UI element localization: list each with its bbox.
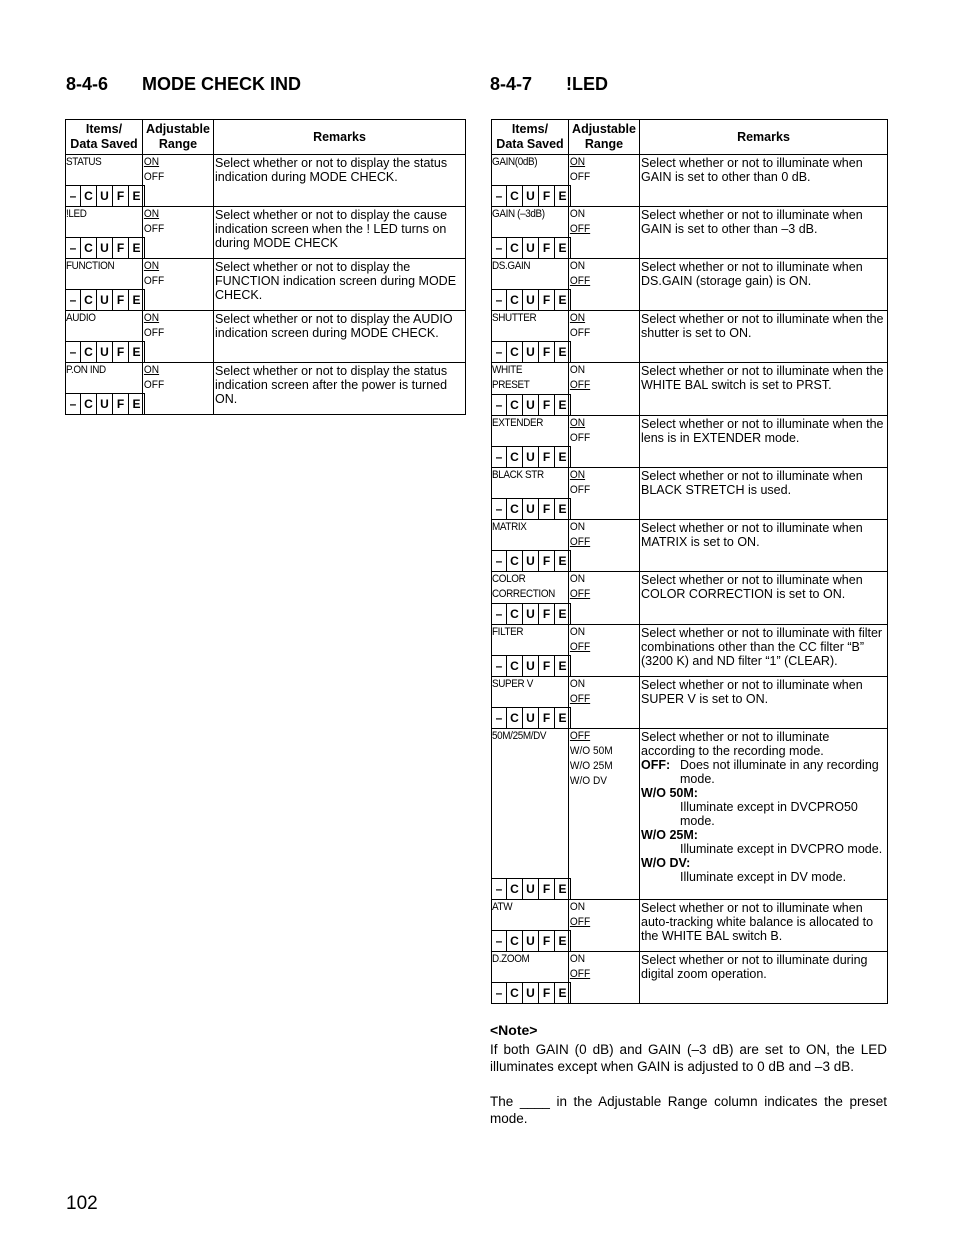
remarks-text: Select whether or not to illuminate when GAIN is set to other than 0 dB. — [641, 156, 863, 184]
remarks-cell — [214, 207, 466, 259]
detail-label: W/O DV: — [641, 856, 691, 870]
flag-cell: E — [129, 342, 145, 362]
item-name: GAIN(0dB) — [492, 156, 538, 168]
item-cell — [492, 729, 569, 900]
range-option-preset: OFF — [569, 641, 591, 653]
remarks-text: Select whether or not to display the FUNCTION indication screen during MODE CHECK. — [215, 260, 457, 302]
item-name: SUPER V — [492, 678, 533, 690]
flag-cell: U — [523, 983, 539, 1003]
data-saved-flags — [492, 982, 571, 1003]
table-row — [492, 468, 888, 520]
range-option: OFF — [143, 327, 165, 339]
item-cell — [66, 155, 143, 207]
item-cell — [492, 952, 569, 1004]
section-number: 8-4-7 — [490, 74, 533, 94]
range-option-preset: ON — [569, 312, 586, 324]
data-saved-flags — [492, 185, 571, 206]
flag-cell: C — [507, 931, 523, 951]
remarks-text: Select whether or not to illuminate when the shutter is set to ON. — [641, 312, 884, 340]
section-number: 8-4-6 — [66, 74, 109, 94]
flag-cell: U — [523, 238, 539, 258]
flag-cell: E — [555, 931, 571, 951]
remarks-text: Select whether or not to display the status indication during MODE CHECK. — [215, 156, 448, 184]
flag-cell: E — [555, 656, 571, 676]
flag-cell: F — [539, 879, 555, 899]
flag-cell: – — [66, 238, 81, 258]
flag-cell: F — [113, 238, 129, 258]
flag-cell: C — [507, 395, 523, 415]
flag-cell: – — [492, 447, 507, 467]
range-option-preset: OFF — [569, 588, 591, 600]
flag-cell: – — [492, 342, 507, 362]
data-saved-flags — [492, 498, 571, 519]
item-name: 50M/25M/DV — [492, 730, 547, 742]
range-option: ON — [569, 573, 586, 585]
mode-check-ind-table — [65, 119, 466, 415]
flag-cell: C — [81, 290, 97, 310]
note-preset-paragraph: The ____ in the Adjustable Range column indicates the preset mode. — [490, 1094, 887, 1126]
range-cell — [569, 363, 640, 416]
item-cell — [492, 572, 569, 625]
range-option: OFF — [569, 171, 591, 183]
flag-cell: – — [492, 395, 507, 415]
remarks-cell — [640, 900, 888, 952]
remarks-text: Select whether or not to display the AUDIO indication screen during MODE CHECK. — [215, 312, 453, 340]
flag-cell: E — [129, 394, 145, 414]
flag-cell: U — [97, 290, 113, 310]
range-option-preset: OFF — [569, 916, 591, 928]
flag-cell: C — [507, 238, 523, 258]
range-cell — [569, 572, 640, 625]
remarks-cell — [214, 155, 466, 207]
data-saved-flags — [492, 707, 571, 728]
table-row — [492, 207, 888, 259]
flag-cell: – — [66, 186, 81, 206]
flag-cell: F — [539, 499, 555, 519]
range-cell — [569, 259, 640, 311]
range-option: OFF — [569, 327, 591, 339]
flag-cell: – — [492, 931, 507, 951]
flag-cell: C — [81, 186, 97, 206]
flag-cell: F — [539, 238, 555, 258]
flag-cell: F — [539, 604, 555, 624]
remarks-cell — [640, 416, 888, 468]
detail-text: Illuminate except in DV mode. — [680, 870, 847, 884]
flag-cell: C — [507, 342, 523, 362]
item-name: D.ZOOM — [492, 953, 530, 965]
remarks-text: Select whether or not to illuminate when MATRIX is set to ON. — [641, 521, 863, 549]
item-cell — [492, 311, 569, 363]
item-name: FILTER — [492, 626, 524, 638]
remarks-cell — [640, 259, 888, 311]
flag-cell: – — [66, 394, 81, 414]
range-cell — [143, 259, 214, 311]
flag-cell: E — [555, 186, 571, 206]
flag-cell: E — [555, 499, 571, 519]
table-row — [492, 572, 888, 625]
flag-cell: – — [492, 656, 507, 676]
range-cell — [143, 207, 214, 259]
remarks-text: Select whether or not to display the cause indication screen when the ! LED turns on during MODE CHECK — [215, 208, 448, 250]
remarks-cell — [640, 520, 888, 572]
flag-cell: F — [539, 395, 555, 415]
item-cell — [492, 677, 569, 729]
item-cell — [492, 416, 569, 468]
section-heading-mode-check-ind — [66, 74, 301, 95]
item-cell — [492, 520, 569, 572]
flag-cell: U — [97, 394, 113, 414]
item-name: !LED — [66, 208, 87, 220]
flag-cell: – — [492, 186, 507, 206]
header-items: Items/ Data Saved — [492, 120, 569, 155]
range-option: ON — [569, 364, 586, 376]
data-saved-flags — [66, 237, 145, 258]
range-option-preset: ON — [143, 312, 160, 324]
flag-cell: F — [113, 394, 129, 414]
flag-cell: – — [492, 604, 507, 624]
item-name: GAIN (–3dB) — [492, 208, 545, 220]
flag-cell: E — [555, 447, 571, 467]
flag-cell: E — [129, 238, 145, 258]
range-cell — [569, 155, 640, 207]
range-cell — [569, 416, 640, 468]
range-option-preset: OFF — [569, 693, 591, 705]
flag-cell: U — [97, 186, 113, 206]
range-option: OFF — [143, 223, 165, 235]
flag-cell: – — [492, 290, 507, 310]
flag-cell: – — [492, 879, 507, 899]
flag-cell: C — [507, 186, 523, 206]
flag-cell: – — [492, 708, 507, 728]
item-cell — [66, 207, 143, 259]
range-option: OFF — [569, 484, 591, 496]
range-option: OFF — [143, 171, 165, 183]
item-name: STATUS — [66, 156, 102, 168]
flag-cell: E — [555, 604, 571, 624]
data-saved-flags — [66, 393, 145, 414]
range-option: ON — [569, 260, 586, 272]
item-name: ATW — [492, 901, 513, 913]
data-saved-flags — [492, 930, 571, 951]
table-row — [492, 363, 888, 416]
detail-text: Does not illuminate in any recording mode. — [680, 758, 879, 786]
range-option-preset: OFF — [569, 536, 591, 548]
range-option-preset: OFF — [569, 968, 591, 980]
item-cell — [66, 259, 143, 311]
detail-label: W/O 50M: — [641, 786, 698, 800]
table-row — [492, 259, 888, 311]
flag-cell: C — [507, 604, 523, 624]
header-range: Adjustable Range — [143, 120, 214, 155]
item-name: FUNCTION — [66, 260, 115, 272]
flag-cell: U — [523, 551, 539, 571]
flag-cell: C — [507, 551, 523, 571]
flag-cell: U — [523, 656, 539, 676]
flag-cell: E — [555, 879, 571, 899]
range-cell — [569, 311, 640, 363]
data-saved-flags — [66, 185, 145, 206]
flag-cell: U — [97, 342, 113, 362]
remarks-text: Select whether or not to illuminate when auto-tracking white balance is allocated to the WHITE BAL switch B. — [641, 901, 874, 943]
detail-label: W/O 25M: — [641, 828, 698, 842]
range-option: ON — [569, 626, 586, 638]
range-option: ON — [569, 208, 586, 220]
table-row — [66, 207, 466, 259]
range-cell — [143, 311, 214, 363]
remarks-text: Select whether or not to illuminate when the lens is in EXTENDER mode. — [641, 417, 884, 445]
flag-cell: – — [492, 499, 507, 519]
flag-cell: C — [507, 656, 523, 676]
remarks-cell — [214, 311, 466, 363]
remarks-text: Select whether or not to illuminate during digital zoom operation. — [641, 953, 868, 981]
flag-cell: E — [129, 290, 145, 310]
remarks-text: Select whether or not to illuminate when DS.GAIN (storage gain) is ON. — [641, 260, 863, 288]
item-cell — [492, 207, 569, 259]
range-option-preset: ON — [569, 156, 586, 168]
item-cell — [66, 311, 143, 363]
flag-cell: U — [523, 447, 539, 467]
page-number: 102 — [66, 1193, 98, 1214]
range-option-preset: ON — [143, 208, 160, 220]
flag-cell: C — [507, 879, 523, 899]
item-name: DS.GAIN — [492, 260, 531, 272]
detail-label: OFF: — [641, 758, 671, 772]
flag-cell: F — [539, 447, 555, 467]
flag-cell: C — [507, 983, 523, 1003]
remarks-text: Select whether or not to illuminate when COLOR CORRECTION is set to ON. — [641, 573, 863, 601]
flag-cell: E — [555, 290, 571, 310]
flag-cell: U — [523, 290, 539, 310]
range-option: OFF — [143, 379, 165, 391]
flag-cell: – — [66, 342, 81, 362]
table-row — [492, 155, 888, 207]
range-cell — [569, 952, 640, 1004]
range-option: OFF — [143, 275, 165, 287]
range-cell — [143, 363, 214, 415]
data-saved-flags — [492, 878, 571, 899]
flag-cell: F — [539, 290, 555, 310]
range-option: ON — [569, 521, 586, 533]
flag-cell: U — [523, 931, 539, 951]
flag-cell: C — [507, 499, 523, 519]
item-cell — [66, 363, 143, 415]
detail-text: Illuminate except in DVCPRO mode. — [680, 842, 883, 856]
flag-cell: U — [97, 238, 113, 258]
range-cell — [569, 207, 640, 259]
remarks-cell — [640, 207, 888, 259]
remarks-cell — [640, 625, 888, 677]
table-row — [66, 259, 466, 311]
item-name: EXTENDER — [492, 417, 544, 429]
flag-cell: E — [555, 708, 571, 728]
remarks-cell — [640, 572, 888, 625]
flag-cell: F — [113, 186, 129, 206]
flag-cell: F — [539, 656, 555, 676]
item-cell — [492, 155, 569, 207]
note-paragraph: If both GAIN (0 dB) and GAIN (–3 dB) are set to ON, the LED illuminates except when GAIN is adjusted to 0 dB and –3 dB. — [490, 1042, 887, 1074]
range-cell — [569, 677, 640, 729]
flag-cell: U — [523, 395, 539, 415]
remarks-cell — [640, 155, 888, 207]
range-cell — [569, 729, 640, 900]
table-row — [492, 677, 888, 729]
table-row — [492, 520, 888, 572]
table-row — [66, 155, 466, 207]
flag-cell: F — [539, 983, 555, 1003]
flag-cell: U — [523, 342, 539, 362]
detail-text: Illuminate except in DVCPRO50 mode. — [680, 800, 858, 828]
range-option-preset: OFF — [569, 379, 591, 391]
remarks-text: Select whether or not to illuminate when the WHITE BAL switch is set to PRST. — [641, 364, 884, 392]
item-cell — [492, 900, 569, 952]
flag-cell: U — [523, 604, 539, 624]
flag-cell: E — [555, 238, 571, 258]
table-row — [492, 900, 888, 952]
data-saved-flags — [492, 550, 571, 571]
remarks-cell — [640, 311, 888, 363]
flag-cell: – — [492, 983, 507, 1003]
remarks-text: Select whether or not to illuminate when GAIN is set to other than –3 dB. — [641, 208, 863, 236]
data-saved-flags — [492, 446, 571, 467]
flag-cell: F — [539, 551, 555, 571]
item-name: SHUTTER — [492, 312, 537, 324]
flag-cell: U — [523, 879, 539, 899]
flag-cell: – — [492, 238, 507, 258]
table-row — [492, 952, 888, 1004]
remarks-text: Select whether or not to illuminate with filter combinations other than the CC filter “B” (3200 K) and ND filter “1” (CLEAR). — [641, 626, 883, 668]
remarks-cell — [214, 363, 466, 415]
data-saved-flags — [492, 603, 571, 624]
item-name: P.ON IND — [66, 364, 106, 376]
table-row — [66, 363, 466, 415]
range-option-preset: ON — [143, 260, 160, 272]
flag-cell: U — [523, 708, 539, 728]
remarks-text: Select whether or not to illuminate when BLACK STRETCH is used. — [641, 469, 863, 497]
flag-cell: U — [523, 186, 539, 206]
remarks-cell — [640, 468, 888, 520]
range-option: W/O 50M — [569, 745, 613, 757]
flag-cell: F — [539, 186, 555, 206]
item-cell — [492, 625, 569, 677]
flag-cell: F — [539, 708, 555, 728]
flag-cell: F — [539, 342, 555, 362]
flag-cell: F — [113, 342, 129, 362]
flag-cell: C — [81, 394, 97, 414]
flag-cell: U — [523, 499, 539, 519]
data-saved-flags — [492, 341, 571, 362]
remarks-cell — [640, 729, 888, 900]
item-name: COLOR CORRECTION — [492, 573, 555, 600]
section-title: !LED — [566, 74, 608, 94]
data-saved-flags — [492, 655, 571, 676]
range-option: ON — [569, 678, 586, 690]
data-saved-flags — [492, 289, 571, 310]
table-row — [492, 416, 888, 468]
data-saved-flags — [492, 237, 571, 258]
range-option-preset: OFF — [569, 730, 591, 742]
item-cell — [492, 259, 569, 311]
flag-cell: C — [507, 708, 523, 728]
header-items: Items/ Data Saved — [66, 120, 143, 155]
header-remarks: Remarks — [214, 120, 466, 155]
range-option-preset: ON — [569, 469, 586, 481]
item-name: AUDIO — [66, 312, 96, 324]
flag-cell: E — [129, 186, 145, 206]
note-title: <Note> — [490, 1022, 538, 1038]
flag-cell: E — [555, 395, 571, 415]
item-name: BLACK STR — [492, 469, 544, 481]
flag-cell: C — [507, 447, 523, 467]
range-cell — [569, 625, 640, 677]
header-range: Adjustable Range — [569, 120, 640, 155]
flag-cell: C — [81, 342, 97, 362]
remarks-cell — [640, 677, 888, 729]
table-row — [492, 729, 888, 900]
flag-cell: – — [492, 551, 507, 571]
flag-cell: E — [555, 342, 571, 362]
range-option: W/O DV — [569, 775, 608, 787]
remarks-text: Select whether or not to illuminate when SUPER V is set to ON. — [641, 678, 863, 706]
range-option-preset: ON — [569, 417, 586, 429]
range-cell — [569, 468, 640, 520]
section-heading-led — [490, 74, 608, 95]
flag-cell: E — [555, 983, 571, 1003]
remarks-cell — [640, 363, 888, 416]
table-row — [492, 311, 888, 363]
flag-cell: F — [113, 290, 129, 310]
flag-cell: C — [507, 290, 523, 310]
flag-cell: E — [555, 551, 571, 571]
item-name: MATRIX — [492, 521, 527, 533]
range-option-preset: OFF — [569, 275, 591, 287]
item-cell — [492, 468, 569, 520]
flag-cell: F — [539, 931, 555, 951]
range-cell — [569, 900, 640, 952]
range-option-preset: OFF — [569, 223, 591, 235]
range-option-preset: ON — [143, 364, 160, 376]
range-cell — [143, 155, 214, 207]
table-row — [492, 625, 888, 677]
remarks-cell — [214, 259, 466, 311]
data-saved-flags — [492, 394, 571, 415]
range-option: OFF — [569, 432, 591, 444]
led-table — [491, 119, 888, 1004]
header-remarks: Remarks — [640, 120, 888, 155]
section-title: MODE CHECK IND — [142, 74, 302, 94]
range-option-preset: ON — [143, 156, 160, 168]
item-cell — [492, 363, 569, 416]
data-saved-flags — [66, 289, 145, 310]
data-saved-flags — [66, 341, 145, 362]
flag-cell: C — [81, 238, 97, 258]
range-option: W/O 25M — [569, 760, 613, 772]
item-name: WHITE PRESET — [492, 364, 530, 391]
remarks-text: Select whether or not to display the status indication screen after the power is turned ON. — [215, 364, 448, 406]
remarks-cell — [640, 952, 888, 1004]
flag-cell: – — [66, 290, 81, 310]
remarks-text: Select whether or not to illuminate according to the recording mode. — [641, 730, 830, 758]
range-option: ON — [569, 953, 586, 965]
range-cell — [569, 520, 640, 572]
range-option: ON — [569, 901, 586, 913]
table-row — [66, 311, 466, 363]
